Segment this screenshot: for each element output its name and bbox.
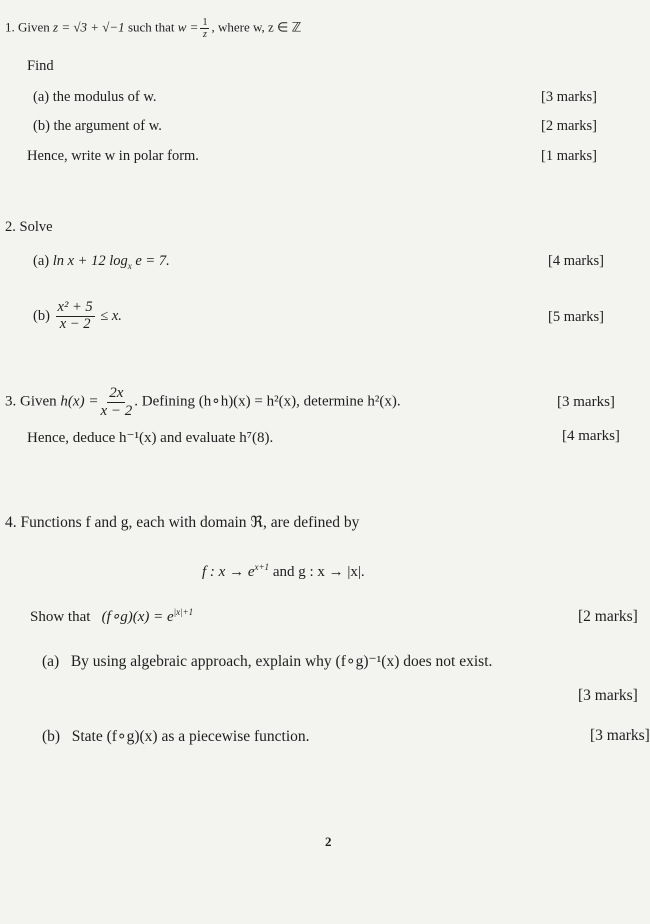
q1-where: , where w, z ∈ ℤ bbox=[211, 19, 302, 35]
q3-stem bbox=[5, 385, 401, 419]
q4b-text bbox=[42, 727, 310, 746]
q4b-marks: [3 marks] bbox=[590, 727, 650, 744]
q1-given: Given bbox=[18, 19, 50, 35]
q1-w-lhs: w = bbox=[177, 19, 199, 35]
q1-such-that: such that bbox=[127, 19, 175, 35]
q2-number: 2. bbox=[5, 219, 16, 235]
q1a-text: (a) the modulus of w. bbox=[33, 89, 157, 105]
q3-number: 3. bbox=[5, 393, 17, 410]
q1-stem bbox=[5, 17, 301, 40]
q4-show-marks: [2 marks] bbox=[578, 608, 638, 625]
q4-definition bbox=[202, 562, 365, 581]
q4-number: 4. bbox=[5, 514, 17, 531]
fraction-denominator: x − 2 bbox=[100, 402, 133, 419]
q1-number: 1. bbox=[5, 19, 15, 35]
q4-show-that: Show that bbox=[30, 609, 91, 625]
q2a-expression-end: e = 7. bbox=[131, 253, 170, 269]
q2b-label: (b) bbox=[33, 307, 50, 324]
fraction-numerator: 1 bbox=[202, 17, 208, 28]
q2a-text bbox=[33, 253, 170, 271]
fraction-denominator: z bbox=[203, 29, 207, 40]
q4-stem bbox=[5, 513, 359, 532]
q1-hence-marks: [1 marks] bbox=[541, 148, 597, 164]
q4a-question: By using algebraic approach, explain why (f∘g)⁻¹(x) does not exist. bbox=[70, 653, 493, 670]
q4a-text bbox=[42, 652, 492, 671]
q3-given: Given bbox=[20, 393, 57, 410]
q1-w-fraction bbox=[200, 17, 209, 40]
fraction-numerator: x² + 5 bbox=[57, 299, 93, 315]
q2b-rhs: ≤ x. bbox=[100, 307, 122, 324]
q1a-marks: [3 marks] bbox=[541, 89, 597, 105]
q4-intro: Functions f and g, each with domain ℜ, are defined by bbox=[20, 514, 360, 531]
q2a-marks: [4 marks] bbox=[548, 253, 604, 269]
q1-find: Find bbox=[27, 58, 54, 74]
q2b-marks: [5 marks] bbox=[548, 309, 604, 325]
q1-z-expression: z = √3 + √−1 bbox=[53, 19, 125, 35]
q2-solve: Solve bbox=[19, 219, 53, 235]
q2b-text bbox=[33, 300, 122, 333]
q4-show bbox=[30, 607, 193, 626]
q2-stem bbox=[5, 219, 53, 236]
q2a-expression: ln x + 12 log bbox=[52, 253, 128, 269]
q4a-label: (a) bbox=[42, 653, 60, 670]
q4-f-exponent: x+1 bbox=[254, 562, 270, 572]
fraction-denominator: x − 2 bbox=[59, 315, 91, 332]
page-number: 2 bbox=[325, 834, 332, 849]
q1-hence-text: Hence, write w in polar form. bbox=[27, 148, 199, 164]
q3-h-fraction bbox=[100, 385, 132, 419]
q4b-label: (b) bbox=[42, 728, 61, 745]
q4-g-definition: and g : x → |x|. bbox=[269, 564, 365, 580]
q3-hence: Hence, deduce h⁻¹(x) and evaluate h⁷(8). bbox=[27, 430, 274, 446]
q2a-log-base: x bbox=[127, 260, 132, 271]
q4a-marks: [3 marks] bbox=[578, 687, 638, 704]
q3-h-lhs: h(x) = bbox=[60, 393, 99, 410]
q4-show-exponent: |x|+1 bbox=[173, 607, 194, 617]
q4-show-expression: (f∘g)(x) = e bbox=[101, 609, 174, 625]
q4-f-definition: f : x → e bbox=[202, 564, 255, 580]
q4b-question: State (f∘g)(x) as a piecewise function. bbox=[71, 728, 310, 745]
q3-hence-marks: [4 marks] bbox=[562, 428, 620, 444]
q1b-marks: [2 marks] bbox=[541, 118, 597, 134]
fraction-numerator: 2x bbox=[109, 385, 124, 401]
q2a-label: (a) bbox=[33, 253, 50, 269]
q3-defining: . Defining (h∘h)(x) = h²(x), determine h²(x). bbox=[134, 393, 401, 410]
q2b-fraction bbox=[56, 300, 95, 333]
q3-marks: [3 marks] bbox=[557, 394, 615, 410]
q1b-text: (b) the argument of w. bbox=[33, 118, 162, 134]
